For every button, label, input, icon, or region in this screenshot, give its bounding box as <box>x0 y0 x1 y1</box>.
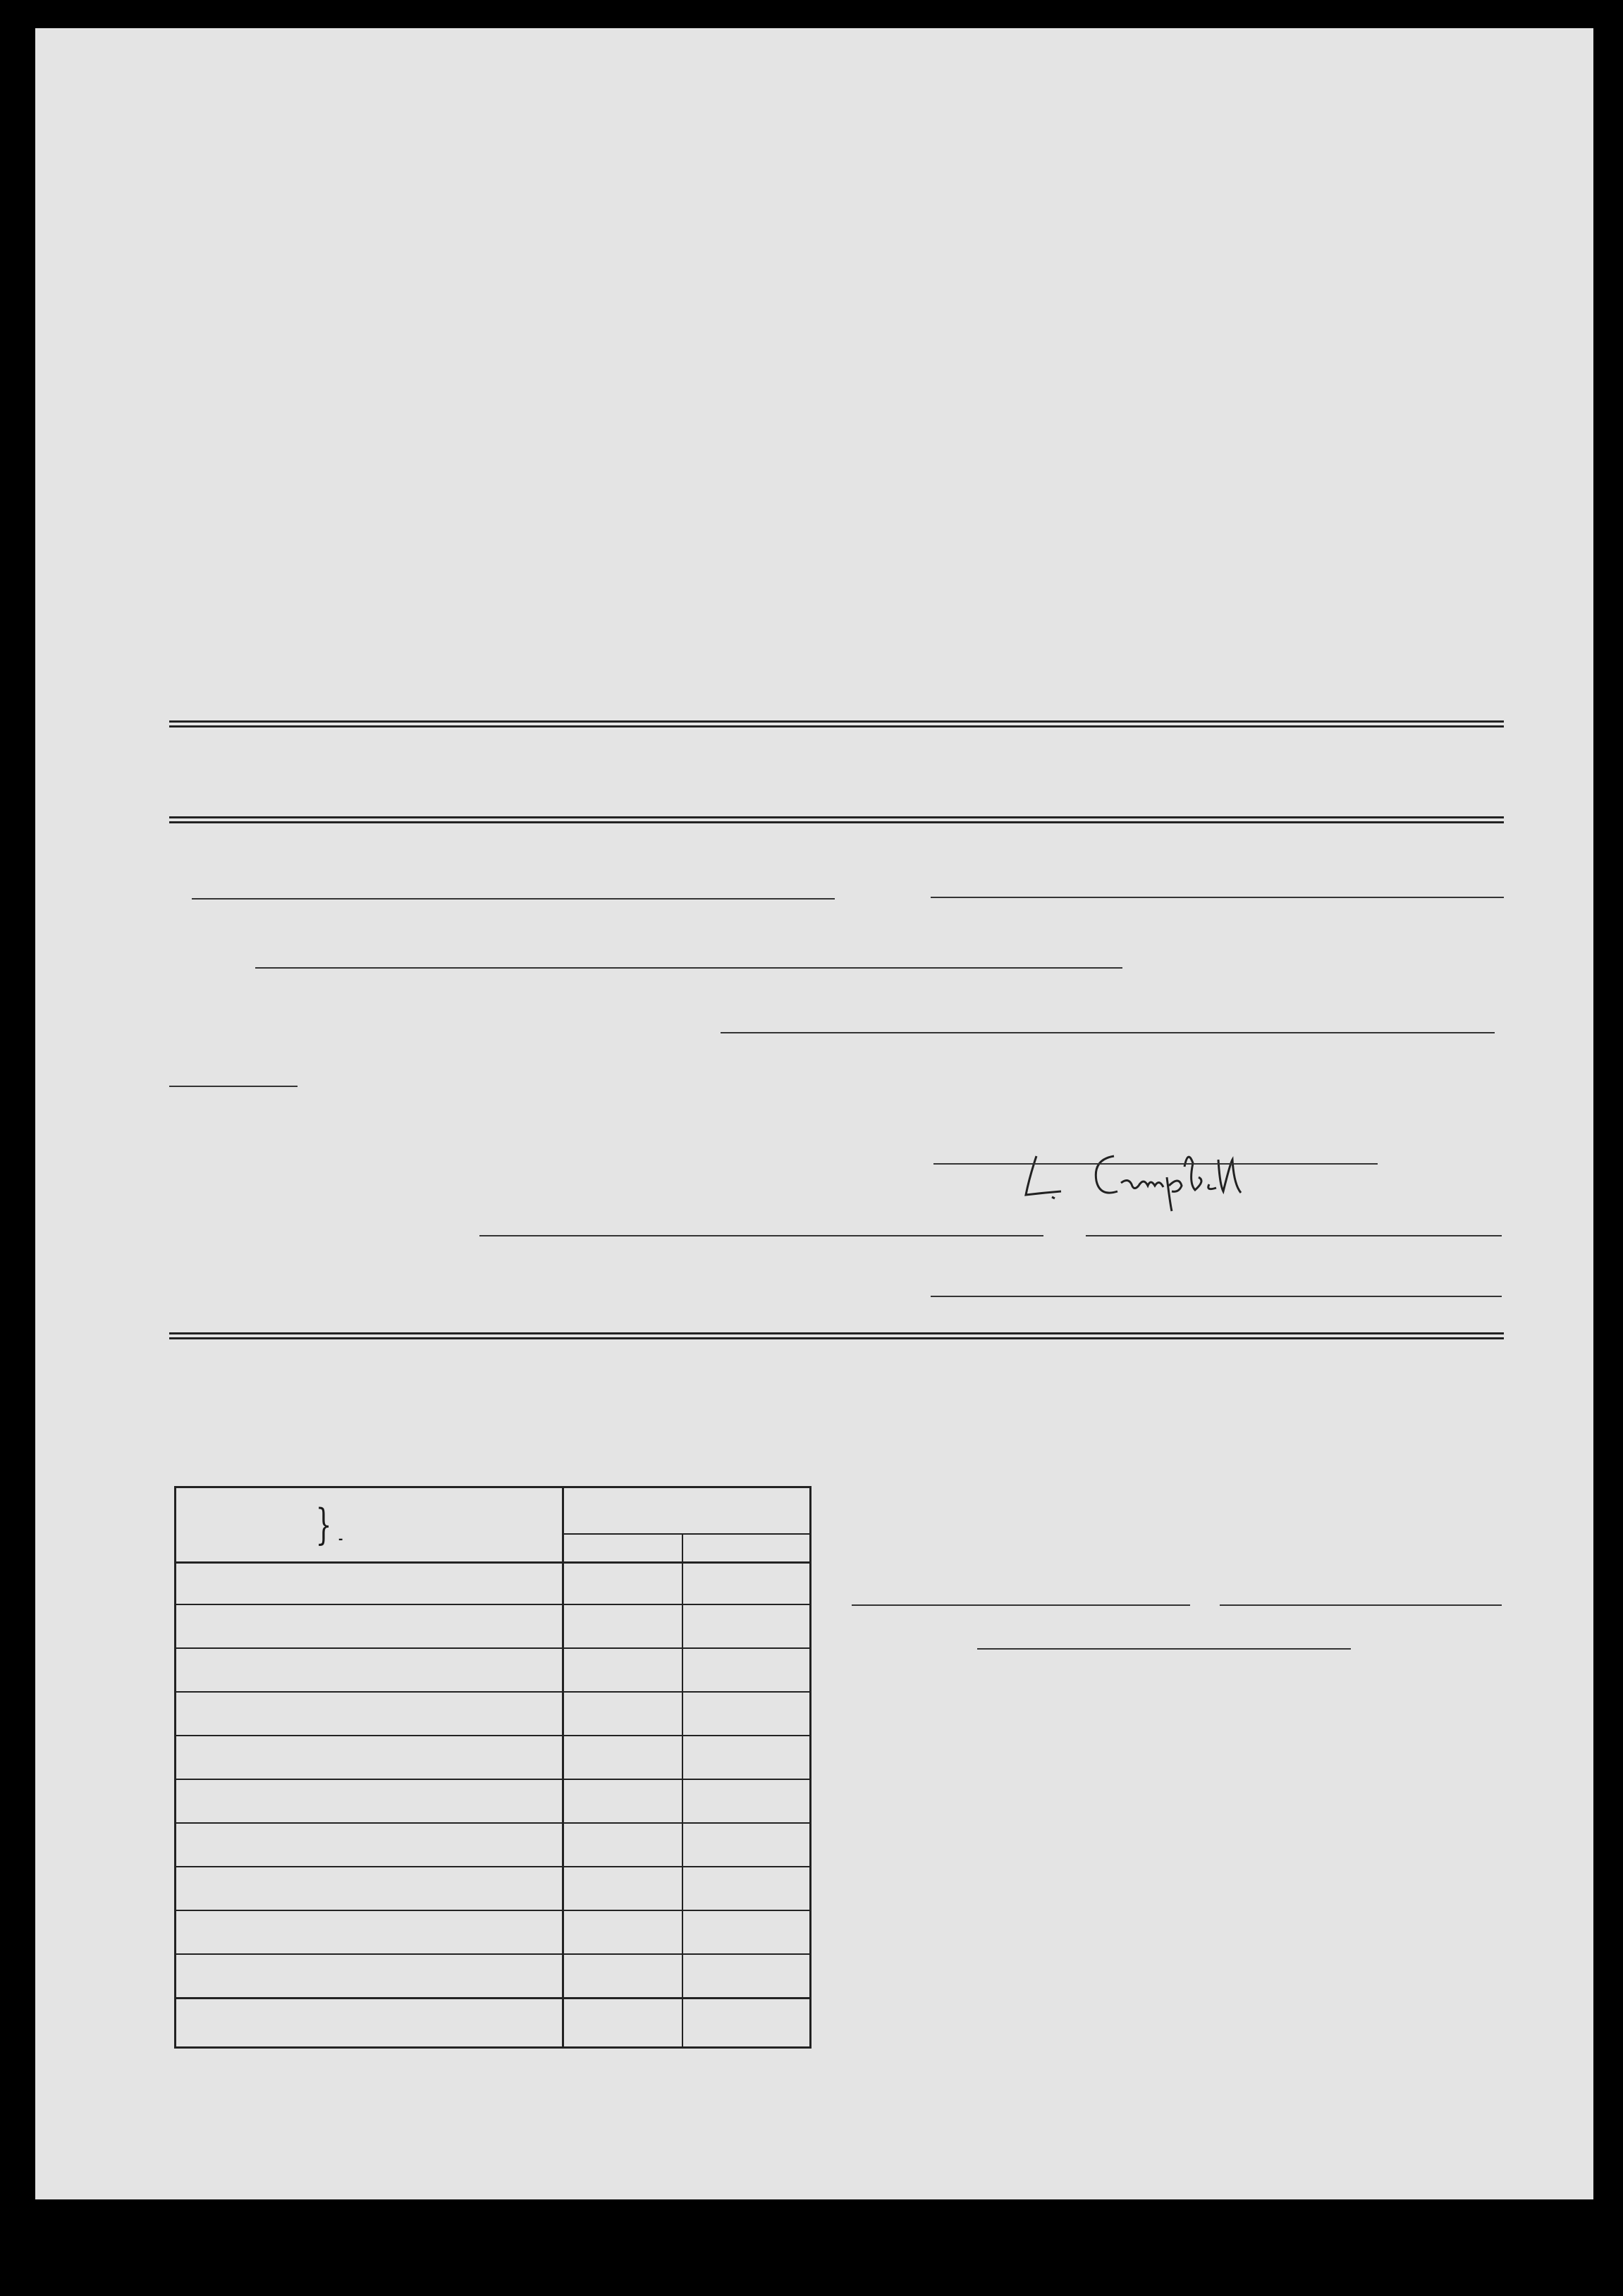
double-rule <box>169 816 1504 823</box>
passenger-summary-table <box>174 1486 812 2049</box>
sheets-paragraph <box>169 1070 1504 1093</box>
deputy-line <box>977 1648 1351 1650</box>
crew-incoming <box>216 510 1504 532</box>
signature-image <box>994 1128 1311 1213</box>
brace-icon: } <box>315 1500 332 1549</box>
col-divider <box>562 1488 564 2046</box>
row-line <box>176 1779 809 1780</box>
row-line <box>176 1953 809 1955</box>
double-rule <box>169 720 1504 728</box>
master-name-field <box>192 874 835 900</box>
passengers-incoming <box>216 213 1504 235</box>
header-divider <box>176 1561 809 1564</box>
blank-signature-line <box>931 1296 1502 1297</box>
row-line <box>176 1822 809 1824</box>
passengers-departing <box>216 391 1504 412</box>
row-line <box>176 1604 809 1605</box>
certification-date-line <box>1220 1604 1502 1606</box>
row-line <box>176 1997 809 1999</box>
double-rule <box>169 1332 1504 1339</box>
customhouse-line <box>852 1604 1190 1606</box>
bound-for-field <box>255 938 1122 969</box>
sheet-from <box>169 1086 230 1087</box>
sworn-date-field <box>1086 1210 1502 1236</box>
col-divider <box>682 1533 683 2046</box>
sworn-place-field <box>479 1210 1043 1236</box>
row-line <box>176 1691 809 1693</box>
row-line <box>176 1735 809 1736</box>
header-subdivider <box>562 1533 809 1535</box>
row-line <box>176 1866 809 1867</box>
embark-port-field <box>721 1001 1495 1033</box>
signature-line <box>933 1163 1378 1165</box>
debarkation-header: - <box>338 1532 343 1547</box>
row-line <box>176 1647 809 1649</box>
crew-departing <box>216 619 1504 641</box>
vessel-field <box>931 870 1504 898</box>
document-sheet <box>35 28 1593 2199</box>
sheet-to <box>230 1086 298 1087</box>
row-line <box>176 1910 809 1911</box>
